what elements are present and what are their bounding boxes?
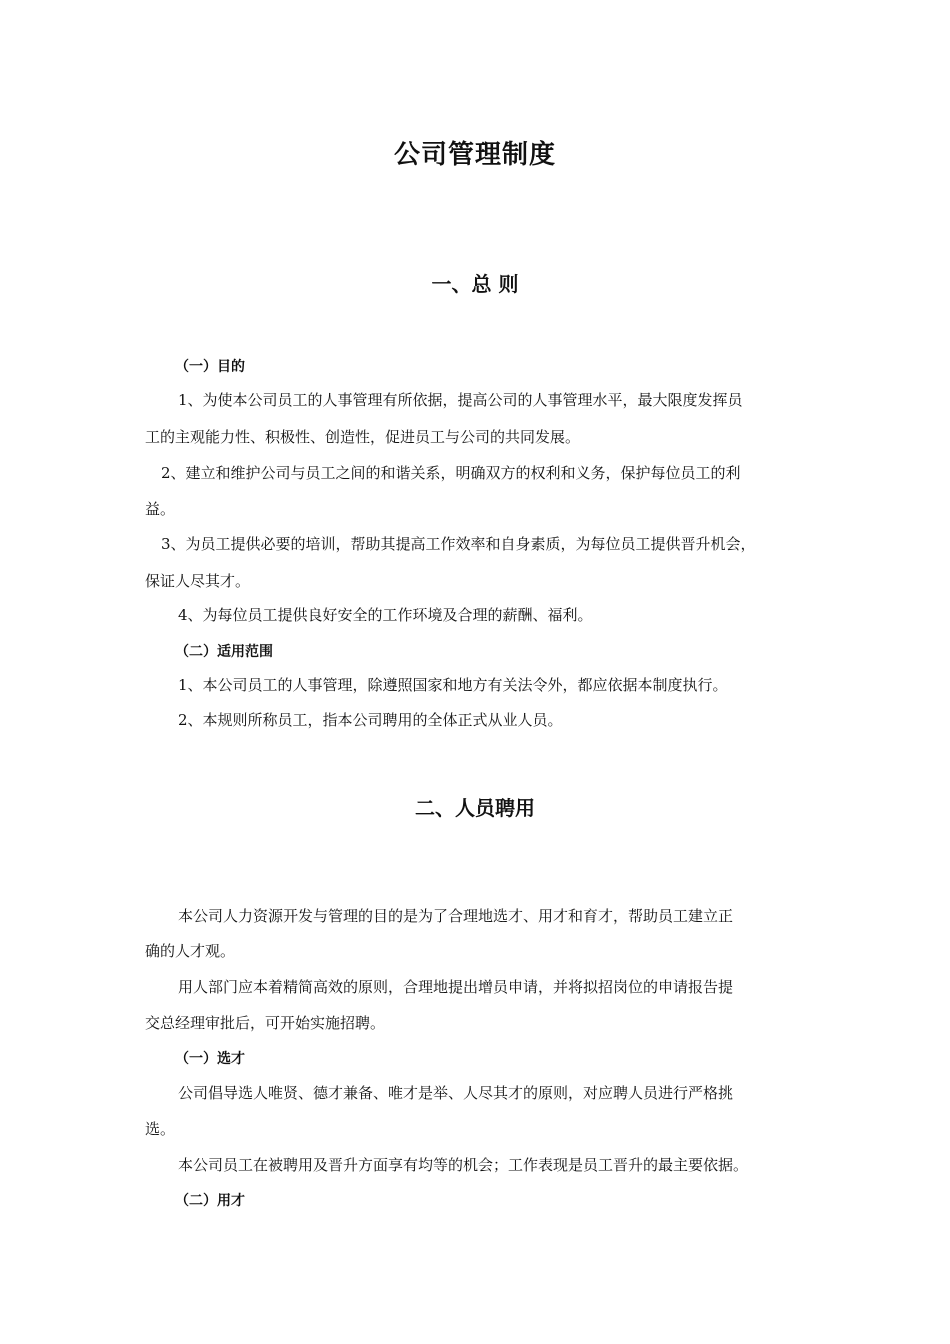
paragraph-line: 选。 [145,1120,176,1138]
paragraph-line: 用人部门应本着精简高效的原则，合理地提出增员申请，并将拟招岗位的申请报告提 [178,978,734,996]
section-heading-general: 一、总 则 [431,272,519,296]
subheading-purpose: （一）目的 [175,359,245,375]
subheading-selection: （一）选才 [175,1051,245,1067]
paragraph-line: 4、为每位员工提供良好安全的工作环境及合理的薪酬、福利。 [178,606,593,624]
section-heading-recruitment: 二、人员聘用 [415,796,535,820]
paragraph-line: 交总经理审批后，可开始实施招聘。 [145,1014,386,1032]
paragraph-line: 1、为使本公司员工的人事管理有所依据，提高公司的人事管理水平，最大限度发挥员 [178,391,743,409]
document-title: 公司管理制度 [393,140,556,170]
paragraph-line: 益。 [145,500,176,518]
paragraph-line: 1、本公司员工的人事管理，除遵照国家和地方有关法令外，都应依据本制度执行。 [178,676,728,694]
paragraph-line: 2、本规则所称员工，指本公司聘用的全体正式从业人员。 [178,711,563,729]
paragraph-line: 确的人才观。 [145,942,236,960]
paragraph-line: 公司倡导选人唯贤、德才兼备、唯才是举、人尽其才的原则，对应聘人员进行严格挑 [178,1084,734,1102]
paragraph-line: 本公司员工在被聘用及晋升方面享有均等的机会；工作表现是员工晋升的最主要依据。 [178,1156,749,1174]
paragraph-line: 2、建立和维护公司与员工之间的和谐关系，明确双方的权利和义务，保护每位员工的利 [161,464,741,482]
paragraph-line: 3、为员工提供必要的培训，帮助其提高工作效率和自身素质，为每位员工提供晋升机会， [161,535,756,553]
paragraph-line: 工的主观能力性、积极性、创造性，促进员工与公司的共同发展。 [145,428,581,446]
subheading-utilization: （二）用才 [175,1193,245,1209]
paragraph-line: 保证人尽其才。 [145,572,251,590]
subheading-scope: （二）适用范围 [175,644,273,660]
paragraph-line: 本公司人力资源开发与管理的目的是为了合理地选才、用才和育才，帮助员工建立正 [178,907,734,925]
